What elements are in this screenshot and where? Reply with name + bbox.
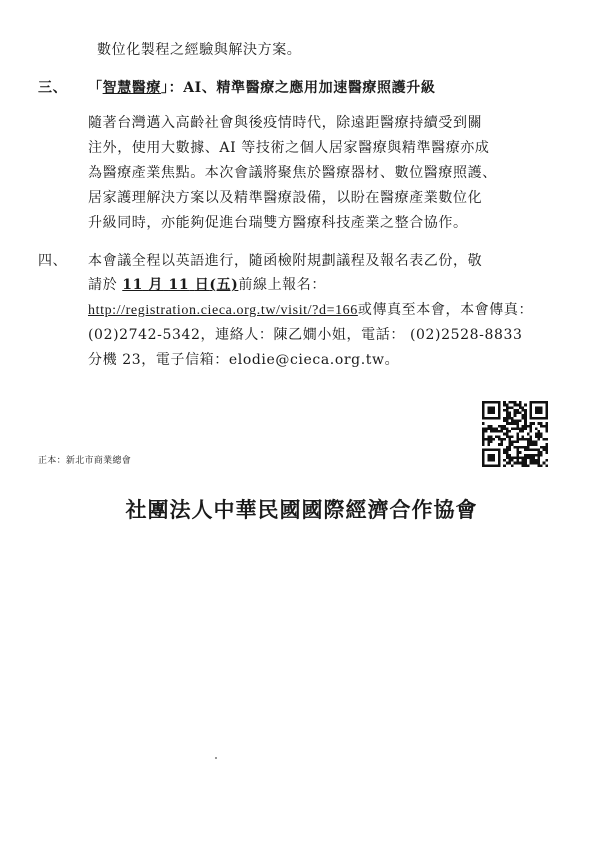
qr-module <box>530 441 533 444</box>
qr-module <box>506 406 509 409</box>
qr-module <box>540 435 543 438</box>
qr-module <box>506 414 509 417</box>
qr-module <box>545 443 548 446</box>
qr-module <box>543 449 546 452</box>
qr-module <box>516 451 519 454</box>
qr-module <box>540 433 543 436</box>
qr-module <box>506 430 509 433</box>
qr-module <box>498 449 501 467</box>
qr-module <box>482 427 485 430</box>
section-3-paragraph-line: 升級同時，亦能夠促進台瑞雙方醫療科技產業之整合協作。 <box>88 215 468 231</box>
section-3-keyword: 智慧醫療 <box>102 80 162 96</box>
qr-module <box>516 412 519 415</box>
qr-module <box>508 435 511 438</box>
qr-module <box>487 425 490 428</box>
registration-deadline-line <box>88 276 326 294</box>
qr-module <box>524 409 527 412</box>
qr-module <box>506 433 509 436</box>
qr-module <box>508 443 511 446</box>
qr-module <box>498 435 501 438</box>
qr-module <box>508 438 511 441</box>
qr-module <box>506 449 509 452</box>
qr-module <box>519 451 522 454</box>
qr-module <box>519 419 522 422</box>
qr-module <box>535 406 543 414</box>
section-4-number: 四、 <box>38 253 68 269</box>
qr-module <box>482 441 485 444</box>
qr-module <box>500 425 503 428</box>
qr-module <box>537 454 540 457</box>
qr-module <box>503 419 506 422</box>
section-4-line: 本會議全程以英語進行，隨函檢附規劃議程及報名表乙份，敬 <box>88 253 483 269</box>
qr-module <box>508 417 511 420</box>
qr-module <box>540 454 543 457</box>
qr-module <box>537 435 540 438</box>
qr-module <box>482 417 500 420</box>
qr-module <box>500 441 503 444</box>
qr-module <box>524 459 527 462</box>
qr-module <box>503 464 506 467</box>
qr-module <box>519 438 522 441</box>
qr-module <box>522 409 525 412</box>
qr-module <box>535 462 538 465</box>
qr-module <box>493 438 496 441</box>
qr-module <box>527 438 530 441</box>
qr-module <box>530 401 548 404</box>
qr-module <box>506 422 509 425</box>
qr-module <box>537 433 540 436</box>
qr-module <box>482 401 500 404</box>
qr-module <box>511 435 514 438</box>
registration-link[interactable]: http://registration.cieca.org.tw/visit/?d=166 <box>88 303 358 318</box>
qr-module <box>537 459 540 462</box>
section-3-paragraph-line: 注外，使用大數據、AI 等技術之個人居家醫療與精準醫療亦成 <box>88 140 490 156</box>
qr-module <box>506 454 509 457</box>
qr-module <box>540 422 543 425</box>
qr-module <box>540 446 543 449</box>
qr-module <box>490 435 493 438</box>
qr-module <box>514 427 517 430</box>
qr-module <box>545 446 548 449</box>
qr-module <box>506 404 509 407</box>
qr-module <box>532 441 535 444</box>
fax-text: 或傳真至本會，本會傳真： <box>357 302 534 318</box>
qr-module <box>506 409 509 412</box>
qr-module <box>537 422 540 425</box>
scan-speck <box>215 757 217 759</box>
qr-module <box>500 427 503 430</box>
qr-module <box>532 449 535 452</box>
qr-module <box>516 427 519 430</box>
qr-module <box>490 427 493 430</box>
qr-module <box>527 443 530 446</box>
qr-module <box>524 438 527 441</box>
contact-line: (02)2742-5342，連絡人：陳乙嫺小姐，電話： (02)2528-8833 <box>88 327 523 343</box>
qr-module <box>487 406 495 414</box>
qr-module <box>545 464 548 467</box>
qr-module <box>537 451 540 454</box>
qr-module <box>508 446 511 449</box>
qr-module <box>482 449 500 452</box>
qr-module <box>485 430 488 433</box>
qr-module <box>519 412 522 415</box>
qr-module <box>500 438 503 441</box>
qr-module <box>527 446 530 449</box>
qr-module <box>514 456 517 459</box>
qr-module <box>516 454 519 457</box>
copy-to-label: 正本：新北市商業總會 <box>38 456 132 466</box>
qr-code-icon <box>482 401 548 467</box>
qr-module <box>532 454 535 457</box>
qr-module <box>482 433 485 436</box>
qr-module <box>511 417 514 420</box>
qr-module <box>530 459 533 462</box>
qr-module <box>498 401 501 419</box>
qr-module <box>545 401 548 419</box>
qr-module <box>519 446 522 449</box>
registration-url-line <box>88 301 533 320</box>
qr-module <box>503 409 506 412</box>
qr-module <box>511 427 514 430</box>
qr-module <box>537 456 540 459</box>
qr-module <box>519 401 522 404</box>
qr-module <box>522 414 525 417</box>
deadline-prefix: 請於 <box>88 277 118 293</box>
qr-module <box>506 417 509 420</box>
qr-module <box>516 459 519 462</box>
qr-module <box>537 449 540 452</box>
qr-module <box>535 449 538 452</box>
qr-module <box>530 438 533 441</box>
qr-module <box>540 464 543 467</box>
qr-module <box>506 419 509 422</box>
qr-module <box>545 449 548 452</box>
day-label: 日 <box>194 277 210 293</box>
qr-module <box>511 406 514 409</box>
qr-module <box>508 441 511 444</box>
qr-module <box>511 441 514 444</box>
qr-module <box>503 433 506 436</box>
qr-module <box>503 449 506 452</box>
qr-module <box>490 425 493 428</box>
section-3-number: 三、 <box>38 80 68 96</box>
qr-module <box>524 456 527 459</box>
qr-module <box>543 446 546 449</box>
organization-name: 社團法人中華民國國際經濟合作協會 <box>125 497 478 522</box>
qr-module <box>530 427 533 430</box>
qr-module <box>516 409 519 412</box>
qr-module <box>514 412 517 415</box>
qr-module <box>516 404 519 407</box>
qr-module <box>524 414 527 417</box>
qr-module <box>530 462 533 465</box>
qr-module <box>514 441 517 444</box>
section-3-paragraph-line: 為醫療產業焦點。本次會議將聚焦於醫療器材、數位醫療照護、 <box>88 165 497 181</box>
qr-module <box>545 427 548 430</box>
qr-module <box>516 456 519 459</box>
qr-module <box>516 441 519 444</box>
qr-module <box>482 438 485 441</box>
qr-module <box>540 451 543 454</box>
qr-module <box>514 446 517 449</box>
qr-module <box>535 441 538 444</box>
qr-module <box>522 462 525 465</box>
qr-module <box>503 451 506 454</box>
qr-module <box>487 443 490 446</box>
qr-module <box>503 459 506 462</box>
qr-module <box>514 401 517 404</box>
qr-module <box>530 454 533 457</box>
qr-module <box>530 435 533 438</box>
qr-module <box>537 464 540 467</box>
qr-module <box>524 419 527 422</box>
qr-module <box>535 435 538 438</box>
qr-module <box>487 454 495 462</box>
qr-module <box>506 462 509 465</box>
qr-module <box>527 454 530 457</box>
qr-module <box>522 459 525 462</box>
qr-module <box>532 456 535 459</box>
qr-module <box>545 451 548 454</box>
qr-module <box>506 435 509 438</box>
qr-module <box>524 454 527 457</box>
qr-module <box>508 459 511 462</box>
qr-module <box>519 427 522 430</box>
qr-module <box>508 456 511 459</box>
section-3-paragraph-line: 居家護理解決方案以及精準醫療設備，以盼在醫療產業數位化 <box>88 190 483 206</box>
qr-module <box>508 454 511 457</box>
qr-module <box>508 401 511 404</box>
qr-module <box>535 433 538 436</box>
qr-module <box>535 454 538 457</box>
qr-module <box>543 425 546 428</box>
qr-module <box>487 441 490 444</box>
qr-module <box>527 464 530 467</box>
deadline-suffix: 前線上報名： <box>238 277 326 293</box>
qr-module <box>545 430 548 433</box>
qr-module <box>519 404 522 407</box>
qr-module <box>482 430 485 433</box>
qr-module <box>516 462 519 465</box>
qr-module <box>530 425 533 428</box>
qr-module <box>545 438 548 441</box>
qr-module <box>503 425 506 428</box>
qr-module <box>508 449 511 452</box>
qr-module <box>503 438 506 441</box>
qr-module <box>503 401 506 404</box>
qr-module <box>516 433 519 436</box>
qr-module <box>537 430 540 433</box>
deadline-date <box>122 277 238 293</box>
qr-module <box>490 430 493 433</box>
qr-module <box>495 427 498 430</box>
qr-module <box>524 425 527 428</box>
qr-module <box>514 414 517 417</box>
qr-module <box>530 443 533 446</box>
qr-module <box>516 435 519 438</box>
qr-module <box>511 401 514 404</box>
qr-module <box>530 417 548 420</box>
qr-module <box>503 417 506 420</box>
qr-module <box>522 435 525 438</box>
qr-module <box>498 425 501 428</box>
deadline-weekday: (五) <box>209 277 239 293</box>
qr-module <box>508 414 511 417</box>
qr-module <box>511 443 514 446</box>
qr-module <box>514 419 517 422</box>
qr-module <box>485 427 488 430</box>
qr-module <box>543 462 546 465</box>
qr-module <box>537 438 540 441</box>
qr-module <box>508 412 511 415</box>
qr-module <box>500 443 503 446</box>
qr-module <box>514 422 517 425</box>
qr-module <box>511 459 514 462</box>
qr-module <box>514 404 517 407</box>
qr-module <box>524 462 527 465</box>
qr-module <box>545 422 548 425</box>
qr-module <box>522 425 525 428</box>
qr-module <box>524 422 527 425</box>
qr-module <box>500 430 503 433</box>
qr-module <box>482 435 485 438</box>
qr-module <box>530 422 533 425</box>
section-3-heading <box>88 79 435 97</box>
qr-module <box>508 462 511 465</box>
qr-module <box>530 449 533 452</box>
continued-text-line: 數位化製程之經驗與解決方案。 <box>97 42 302 58</box>
qr-module <box>532 462 535 465</box>
qr-module <box>519 430 522 433</box>
qr-module <box>527 449 530 452</box>
qr-module <box>527 425 530 428</box>
qr-module <box>524 417 527 420</box>
qr-module <box>524 446 527 449</box>
qr-module <box>511 456 514 459</box>
qr-module <box>508 430 511 433</box>
qr-module <box>545 459 548 462</box>
qr-module <box>482 401 485 419</box>
qr-module <box>487 435 490 438</box>
section-3-title: ：AI、精準醫療之應用加速醫療照護升級 <box>168 80 436 96</box>
section-3-paragraph-line: 隨著台灣邁入高齡社會與後疫情時代，除遠距醫療持續受到關 <box>88 115 483 131</box>
qr-module <box>522 430 525 433</box>
qr-module <box>516 449 519 452</box>
qr-module <box>524 404 527 407</box>
qr-module <box>522 464 525 467</box>
qr-module <box>543 438 546 441</box>
qr-module <box>516 425 519 428</box>
qr-module <box>503 427 506 430</box>
qr-module <box>532 459 535 462</box>
qr-module <box>511 422 514 425</box>
qr-module <box>535 459 538 462</box>
qr-module <box>537 462 540 465</box>
qr-module <box>522 427 525 430</box>
qr-module <box>487 427 490 430</box>
qr-module <box>524 427 527 430</box>
deadline-day: 11 <box>168 277 190 293</box>
qr-module <box>498 443 501 446</box>
qr-module <box>522 417 525 420</box>
qr-module <box>540 425 543 428</box>
deadline-month: 11 <box>122 277 143 293</box>
qr-module <box>508 422 511 425</box>
qr-module <box>530 401 533 419</box>
qr-module <box>522 406 525 409</box>
qr-module <box>498 438 501 441</box>
qr-module <box>516 446 519 449</box>
qr-module <box>511 419 514 422</box>
qr-module <box>506 412 509 415</box>
qr-module <box>503 404 506 407</box>
qr-module <box>530 430 533 433</box>
qr-module <box>506 451 509 454</box>
qr-module <box>506 446 509 449</box>
qr-module <box>514 462 517 465</box>
qr-module <box>527 433 530 436</box>
qr-module <box>508 406 511 409</box>
qr-module <box>545 425 548 428</box>
qr-module <box>490 438 493 441</box>
qr-module <box>524 464 527 467</box>
qr-module <box>519 406 522 409</box>
qr-module <box>527 441 530 444</box>
qr-module <box>498 430 501 433</box>
qr-module <box>524 412 527 415</box>
qr-module <box>535 427 538 430</box>
qr-module <box>532 443 535 446</box>
close-quote: 」 <box>161 80 169 96</box>
qr-module <box>516 438 519 441</box>
month-label: 月 <box>148 277 164 293</box>
qr-module <box>524 449 527 452</box>
qr-module <box>506 456 509 459</box>
qr-module <box>519 462 522 465</box>
qr-module <box>482 464 500 467</box>
qr-module <box>482 449 485 467</box>
qr-module <box>493 427 496 430</box>
qr-module <box>530 456 533 459</box>
qr-module <box>482 443 485 446</box>
qr-module <box>514 409 517 412</box>
contact-email-line: 分機 23，電子信箱：elodie@cieca.org.tw。 <box>88 352 400 368</box>
qr-module <box>532 422 535 425</box>
qr-module <box>506 427 509 430</box>
qr-module <box>535 443 538 446</box>
qr-module <box>522 456 525 459</box>
open-quote: 「 <box>88 80 103 96</box>
qr-module <box>527 456 530 459</box>
qr-module <box>495 435 498 438</box>
qr-module <box>493 430 496 433</box>
qr-module <box>487 438 490 441</box>
qr-module <box>522 438 525 441</box>
qr-module <box>495 430 498 433</box>
qr-module <box>516 419 519 422</box>
qr-module <box>516 422 519 425</box>
qr-module <box>522 446 525 449</box>
qr-module <box>519 456 522 459</box>
qr-module <box>485 438 488 441</box>
qr-module <box>490 441 493 444</box>
qr-module <box>511 464 514 467</box>
qr-module <box>482 422 485 425</box>
